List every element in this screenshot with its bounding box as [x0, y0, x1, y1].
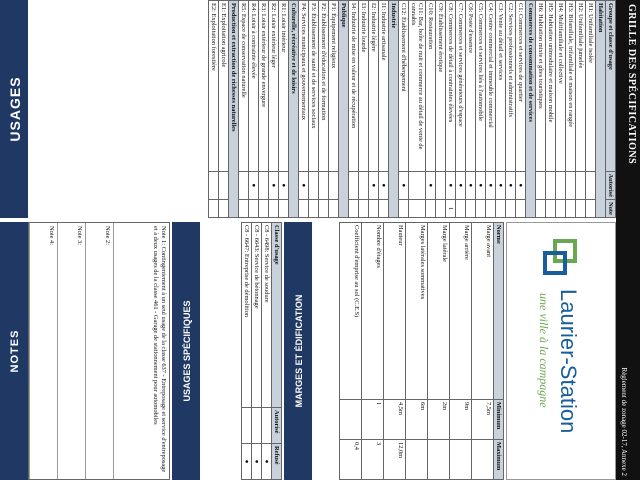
usage-specifique-row — [262, 223, 272, 480]
usage-authorized-mark: ● — [269, 171, 279, 199]
usage-class-label: C11: Bar, boîte de nuit et commerce au détail de vente de cannabis — [409, 1, 426, 172]
usage-row — [249, 1, 259, 218]
marge-max — [406, 440, 428, 480]
usage-class-label: R4: Loisir à contrainte élevée — [249, 1, 259, 172]
usage-class-label: R2: Loisir extérieur léger — [269, 1, 279, 172]
usage-note-ref — [566, 200, 576, 218]
marge-max: 0,4 — [340, 440, 362, 480]
marge-max — [472, 440, 494, 480]
marge-row — [340, 223, 362, 480]
usages-specifiques-header-row — [272, 223, 282, 480]
usage-authorized-mark — [329, 171, 339, 199]
usage-group-row — [596, 1, 606, 218]
usage-note-ref — [319, 200, 329, 218]
usage-authorized-mark — [586, 171, 596, 199]
usage-authorized-mark — [556, 171, 566, 199]
usage-note-ref — [379, 200, 389, 218]
usage-authorized-mark: ● — [249, 171, 259, 199]
marge-min: 2m — [428, 400, 450, 440]
usage-class-label: C4: Centre commercial et immeuble commercial — [486, 1, 496, 172]
marge-label: Marges latérales sommatives — [406, 223, 428, 400]
marges-table-body — [340, 223, 494, 480]
usage-row — [436, 1, 446, 218]
marge-label: Marge avant — [472, 223, 494, 400]
usage-group-name: Commerces de consommation et de services — [526, 1, 536, 218]
usage-note-ref — [496, 200, 506, 218]
usage-authorized-mark: ● — [466, 171, 476, 199]
usage-authorized-mark — [359, 171, 369, 199]
usage-class-label: C1: Commerces et services de quartier — [516, 1, 526, 172]
usage-class-label: C8: Commerces de détail à contraintes élevées — [446, 1, 456, 172]
usage-class-label: H2: Unifamiliale jumelée — [576, 1, 586, 172]
marges-header-max: Maximum — [494, 440, 504, 480]
usage-authorized-mark — [219, 171, 229, 199]
usage-class-label: E1: Exploitation agricole — [219, 1, 229, 172]
usage-row — [299, 1, 309, 218]
usage-authorized-mark: ● — [279, 171, 289, 199]
usage-row — [309, 1, 319, 218]
usage-row — [566, 1, 576, 218]
usage-class-label: H1: Unifamiliale isolée — [586, 1, 596, 172]
usage-row — [456, 1, 466, 218]
usages-section-label: USAGES — [7, 76, 23, 142]
usage-authorized-mark: ● — [446, 171, 456, 199]
usage-class-label: C6: Poste d'essence — [466, 1, 476, 172]
usages-specifiques-table — [241, 222, 282, 480]
note-item: Note 4: — [29, 223, 57, 479]
usage-row — [586, 1, 596, 218]
usage-authorized-mark: ● — [299, 171, 309, 199]
marges-section-label: MARGES ET ÉDIFICATION — [294, 294, 304, 408]
notes-section — [0, 222, 170, 480]
usage-authorized-mark: ● — [456, 171, 466, 199]
marges-band — [284, 222, 312, 480]
marges-header-row — [494, 223, 504, 480]
usage-group-row — [389, 1, 399, 218]
usage-group-name: Culturelle, récréative et de loisirs — [289, 1, 299, 218]
usage-row — [279, 1, 289, 218]
marge-max: 12,0m — [384, 440, 406, 480]
marge-row — [450, 223, 472, 480]
marge-label: Marge arrière — [450, 223, 472, 400]
usages-header-note: Note — [606, 200, 616, 218]
usage-authorized-mark: ● — [399, 171, 409, 199]
usage-note-ref — [456, 200, 466, 218]
usage-authorized-mark: ● — [426, 171, 436, 199]
usage-note-ref — [516, 200, 526, 218]
usage-note-ref — [546, 200, 556, 218]
title-bar — [616, 0, 640, 480]
logo-mark-icon — [537, 237, 585, 285]
usages-specifiques-section — [172, 222, 282, 480]
marge-min: 6m — [406, 400, 428, 440]
marge-min — [340, 400, 362, 440]
usages-header-row — [606, 1, 616, 218]
usage-authorized-mark: ● — [506, 171, 516, 199]
logo-panel — [506, 222, 616, 480]
marge-min: 4,5m — [384, 400, 406, 440]
usage-class-label: C7: Commerces et services générateurs d'espace — [456, 1, 466, 172]
usage-specifique-row — [252, 223, 262, 480]
marges-section — [284, 222, 504, 480]
usage-row — [506, 1, 516, 218]
notes-band — [0, 222, 28, 480]
usage-authorized-mark: ● — [369, 171, 379, 199]
marges-header-norm: Norme — [494, 223, 504, 400]
usage-specifique-authorized — [252, 408, 262, 444]
usage-note-ref — [409, 200, 426, 218]
usage-authorized-mark — [566, 171, 576, 199]
usages-specifiques-table-body — [242, 223, 272, 480]
usage-class-label: C10: Restauration — [426, 1, 436, 172]
usage-authorized-mark — [436, 171, 446, 199]
usage-note-ref — [279, 200, 289, 218]
usage-row — [269, 1, 279, 218]
marge-row — [406, 223, 428, 480]
usage-group-name: Industrie — [389, 1, 399, 218]
usage-specifique-authorized — [242, 408, 252, 444]
marge-label: Coefficient d'emprise au sol (C.E.S) — [340, 223, 362, 400]
usage-class-label: H4: Multifamiliale et collective — [556, 1, 566, 172]
usage-note-ref — [209, 200, 219, 218]
usage-note-ref — [556, 200, 566, 218]
usage-note-ref — [359, 200, 369, 218]
usage-authorized-mark — [209, 171, 219, 199]
usage-row — [546, 1, 556, 218]
usage-authorized-mark: ● — [486, 171, 496, 199]
usage-class-label: P1: Équipement religieux — [329, 1, 339, 172]
usage-class-label: C12: Établissement d'hébergement — [399, 1, 409, 172]
logo-tagline: une ville à la campagne — [537, 293, 551, 408]
usage-row — [349, 1, 359, 218]
marge-row — [472, 223, 494, 480]
marge-row — [362, 223, 384, 480]
usages-specifiques-band — [172, 222, 200, 480]
usage-note-ref — [576, 200, 586, 218]
usage-specifique-refused: ● — [252, 444, 262, 480]
notes-section-label: NOTES — [9, 329, 21, 373]
usage-class-label: P3: Établissement de santé et de services sociaux — [309, 1, 319, 172]
usage-note-ref — [299, 200, 309, 218]
marge-min: 7,5m — [472, 400, 494, 440]
usage-note-ref — [249, 200, 259, 218]
usage-row — [399, 1, 409, 218]
document-title: GRILLE DES SPÉCIFICATIONS — [626, 4, 637, 165]
usage-note-ref — [259, 200, 269, 218]
usage-note-ref — [586, 200, 596, 218]
usage-class-label: H6: Habitation mixte et gîtes touristiques — [536, 1, 546, 172]
usage-row — [409, 1, 426, 218]
usage-specifique-refused: ● — [242, 444, 252, 480]
usage-class-label: R1: Loisir intérieur — [279, 1, 289, 172]
usage-note-ref — [466, 200, 476, 218]
usage-class-label: P4: Services municipaux et gouvernementaux — [299, 1, 309, 172]
usage-row — [516, 1, 526, 218]
usages-table-body — [209, 1, 606, 218]
usage-note-ref — [309, 200, 319, 218]
usage-group-row — [526, 1, 536, 218]
usage-authorized-mark — [576, 171, 586, 199]
usage-note-ref — [239, 200, 249, 218]
usage-authorized-mark — [349, 171, 359, 199]
usage-class-label: H3: Bifamiliale, trifamiliale et maison en rangée — [566, 1, 576, 172]
usages-specifiques-header-refused: Refusé — [272, 444, 282, 480]
usage-row — [219, 1, 229, 218]
usages-specifiques-header-class: Classe d'usage — [272, 223, 282, 408]
usage-note-ref — [436, 200, 446, 218]
usage-row — [209, 1, 219, 218]
usage-row — [496, 1, 506, 218]
usage-note-ref: 1 — [446, 200, 456, 218]
usage-class-label: H5: Habitation unimodulaire et maison mobile — [546, 1, 556, 172]
usage-specifique-row — [242, 223, 252, 480]
marge-label: Nombre d'étages — [362, 223, 384, 400]
usage-row — [476, 1, 486, 218]
usage-group-row — [289, 1, 299, 218]
usage-note-ref — [426, 200, 436, 218]
usage-row — [426, 1, 436, 218]
usage-specifique-refused: ● — [262, 444, 272, 480]
marges-table — [339, 222, 504, 480]
marge-label: Hauteur — [384, 223, 406, 400]
usage-class-label: R3: Loisir extérieur de grande envergure — [259, 1, 269, 172]
note-item: Note 2: — [85, 223, 113, 479]
usage-authorized-mark — [309, 171, 319, 199]
usages-table — [208, 0, 616, 218]
usage-authorized-mark: ● — [379, 171, 389, 199]
usage-authorized-mark: ● — [496, 171, 506, 199]
usage-row — [576, 1, 586, 218]
usage-group-name: Production et extraction de richesses naturelles — [229, 1, 239, 218]
usage-authorized-mark — [239, 171, 249, 199]
usage-class-label: C2: Services professionnels et administratifs — [506, 1, 516, 172]
usage-class-label: I1: Industrie artisanale — [379, 1, 389, 172]
usage-note-ref — [506, 200, 516, 218]
usage-specifique-label: C8 - 6647: Entreprise de démolition — [242, 223, 252, 408]
marge-max: 3 — [362, 440, 384, 480]
marge-row — [428, 223, 450, 480]
usage-class-label: P2: Établissement d'éducation et de formation — [319, 1, 329, 172]
usage-row — [536, 1, 546, 218]
usage-group-row — [339, 1, 349, 218]
usage-class-label: I2: Industrie légère — [369, 1, 379, 172]
usage-note-ref — [399, 200, 409, 218]
usage-specifique-label: C8 - 6643: Service de bétonnage — [252, 223, 262, 408]
usage-note-ref — [536, 200, 546, 218]
document-reference: Règlement de zonage 02-17, Annexe 2 — [620, 367, 628, 476]
usage-authorized-mark — [259, 171, 269, 199]
usage-row — [239, 1, 249, 218]
marge-max — [450, 440, 472, 480]
usage-row — [486, 1, 496, 218]
usage-class-label: E2: Exploitation forestière — [209, 1, 219, 172]
usage-row — [446, 1, 456, 218]
marge-min: 9m — [450, 400, 472, 440]
usages-band — [0, 0, 28, 218]
marges-header-min: Minimum — [494, 400, 504, 440]
usage-group-name: Habitation — [596, 1, 606, 218]
usage-row — [369, 1, 379, 218]
usage-group-row — [229, 1, 239, 218]
usage-authorized-mark — [319, 171, 329, 199]
usage-row — [556, 1, 566, 218]
usage-specifique-authorized — [262, 408, 272, 444]
usage-note-ref — [269, 200, 279, 218]
usages-specifiques-section-label: USAGES SPÉCIFIQUES — [182, 300, 192, 402]
usage-row — [379, 1, 389, 218]
usage-row — [259, 1, 269, 218]
usage-authorized-mark — [536, 171, 546, 199]
usage-class-label: I4: Industrie de mise en valeur et de récupération — [349, 1, 359, 172]
marge-row — [384, 223, 406, 480]
usage-row — [359, 1, 369, 218]
marge-max — [428, 440, 450, 480]
usage-note-ref — [219, 200, 229, 218]
logo-name: Laurier-Station — [556, 289, 581, 434]
note-item: Note 1: Contingentement à un seul usage de la classe 637 - Entreposage et service d'entreposage et à deux usages de la classe 461 - Garage de stationnement pour automobiles — [113, 223, 169, 479]
usage-group-name: Publique — [339, 1, 349, 218]
notes-list — [28, 222, 170, 480]
usage-note-ref — [349, 200, 359, 218]
usage-authorized-mark: ● — [476, 171, 486, 199]
usage-class-label: R5: Espace de conservation naturelle — [239, 1, 249, 172]
usage-class-label: C5: Commerces et services liés à l'automobile — [476, 1, 486, 172]
usage-class-label: C9: Établissement érotique — [436, 1, 446, 172]
usage-authorized-mark: ● — [516, 171, 526, 199]
marge-min: 1 — [362, 400, 384, 440]
usage-note-ref — [329, 200, 339, 218]
usage-note-ref — [486, 200, 496, 218]
usages-header-authorized: Autorisé — [606, 171, 616, 199]
note-item: Note 3: — [57, 223, 85, 479]
usage-note-ref — [476, 200, 486, 218]
usage-row — [329, 1, 339, 218]
usage-note-ref — [369, 200, 379, 218]
usages-specifiques-header-authorized: Autorisé — [272, 408, 282, 444]
usage-row — [319, 1, 329, 218]
usages-header-group: Groupe et classe d'usage — [606, 1, 616, 172]
usage-specifique-label: C8 - 6498: Service de soudure — [262, 223, 272, 408]
usage-authorized-mark — [546, 171, 556, 199]
marge-label: Marge latérale — [428, 223, 450, 400]
usage-class-label: I3: Industrie lourde — [359, 1, 369, 172]
usage-class-label: C3: Vente au détail et services — [496, 1, 506, 172]
usages-section — [0, 0, 616, 218]
usage-row — [466, 1, 476, 218]
usage-authorized-mark — [409, 171, 426, 199]
